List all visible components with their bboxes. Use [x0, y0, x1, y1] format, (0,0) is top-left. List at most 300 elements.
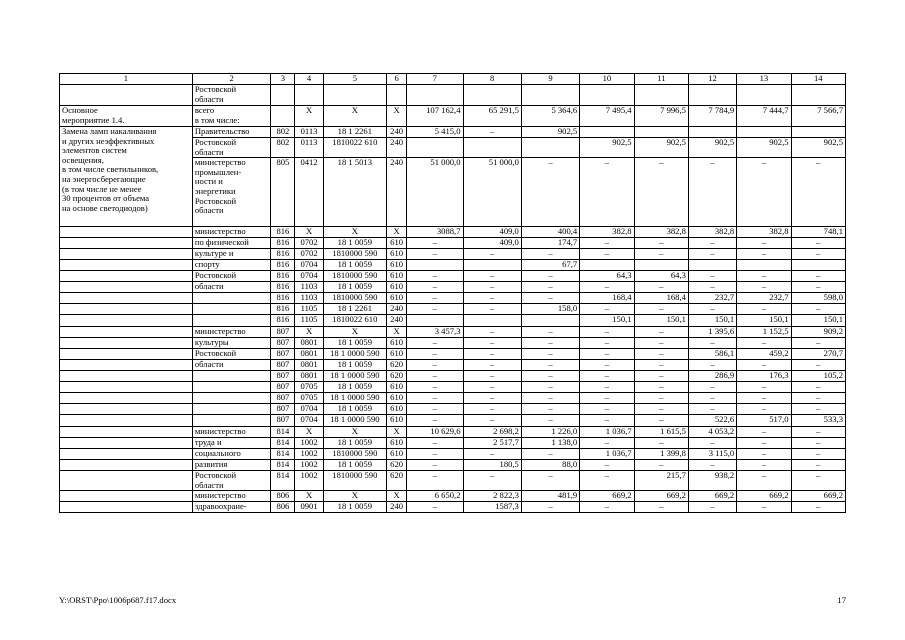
section-code: 0702	[295, 238, 323, 249]
grbs-code: 807	[271, 382, 295, 393]
amount-cell: –	[580, 349, 634, 360]
amount-cell: –	[407, 238, 463, 249]
expense-type: Х	[387, 427, 407, 438]
executor-cell: развития	[192, 460, 270, 471]
executor-cell	[192, 415, 270, 427]
amount-cell: –	[688, 360, 736, 371]
amount-cell	[688, 85, 736, 106]
expense-type: 620	[387, 460, 407, 471]
column-number: 11	[634, 74, 688, 85]
activity-cell	[60, 338, 193, 349]
expense-type	[387, 85, 407, 106]
expense-type: 620	[387, 360, 407, 371]
amount-cell: 481,9	[521, 491, 579, 502]
activity-cell	[60, 438, 193, 449]
amount-cell: –	[634, 282, 688, 293]
page-number: 17	[837, 595, 846, 605]
amount-cell: 168,4	[634, 293, 688, 304]
grbs-code: 802	[271, 138, 295, 158]
grbs-code: 806	[271, 491, 295, 502]
amount-cell: –	[737, 393, 791, 404]
amount-cell: –	[791, 471, 845, 491]
target-article: 18 1 0059	[323, 382, 386, 393]
amount-cell: –	[463, 293, 521, 304]
amount-cell: –	[737, 271, 791, 282]
amount-cell: 215,7	[634, 471, 688, 491]
amount-cell: –	[791, 249, 845, 260]
amount-cell	[634, 85, 688, 106]
amount-cell: 176,3	[737, 371, 791, 382]
amount-cell: –	[463, 282, 521, 293]
target-article: 1810022 610	[323, 315, 386, 327]
executor-cell: всего в том числе:	[192, 106, 270, 127]
executor-cell	[192, 371, 270, 382]
section-code: 1105	[295, 304, 323, 315]
amount-cell: 669,2	[634, 491, 688, 502]
expense-type: 620	[387, 371, 407, 382]
grbs-code: 816	[271, 304, 295, 315]
amount-cell: –	[580, 438, 634, 449]
amount-cell: –	[688, 393, 736, 404]
amount-cell: –	[580, 282, 634, 293]
amount-cell	[791, 127, 845, 138]
table-row	[60, 449, 846, 460]
target-article: 18 1 0000 590	[323, 415, 386, 427]
target-article	[323, 85, 386, 106]
target-article: 18 1 0059	[323, 260, 386, 271]
activity-cell	[60, 393, 193, 404]
section-code: Х	[295, 427, 323, 438]
amount-cell: –	[407, 282, 463, 293]
amount-cell: 1 152,5	[737, 327, 791, 338]
executor-cell: социального	[192, 449, 270, 460]
section-code: 1002	[295, 438, 323, 449]
column-number: 5	[323, 74, 386, 85]
amount-cell: 232,7	[688, 293, 736, 304]
grbs-code: 816	[271, 249, 295, 260]
amount-cell: 409,0	[463, 238, 521, 249]
table-row	[60, 349, 846, 360]
amount-cell: –	[407, 338, 463, 349]
executor-cell: министерство	[192, 427, 270, 438]
grbs-code: 807	[271, 404, 295, 415]
expense-type: 610	[387, 293, 407, 304]
activity-cell	[60, 304, 193, 315]
amount-cell: 938,2	[688, 471, 736, 491]
expense-type: 240	[387, 502, 407, 513]
amount-cell: –	[688, 502, 736, 513]
target-article: 18 1 0059	[323, 338, 386, 349]
target-article: Х	[323, 227, 386, 238]
section-code: 0801	[295, 371, 323, 382]
grbs-code: 807	[271, 338, 295, 349]
amount-cell: 1 036,7	[580, 449, 634, 460]
activity-cell	[60, 460, 193, 471]
target-article: 18 1 0059	[323, 282, 386, 293]
grbs-code: 807	[271, 415, 295, 427]
amount-cell: –	[737, 449, 791, 460]
amount-cell: –	[407, 502, 463, 513]
amount-cell: –	[521, 449, 579, 460]
amount-cell: –	[737, 238, 791, 249]
grbs-code: 802	[271, 127, 295, 138]
amount-cell: 7 566,7	[791, 106, 845, 127]
target-article: Х	[323, 327, 386, 338]
expense-type: 610	[387, 404, 407, 415]
activity-description	[60, 127, 193, 227]
amount-cell: –	[580, 415, 634, 427]
amount-cell: –	[737, 471, 791, 491]
amount-cell: –	[580, 360, 634, 371]
grbs-code: 816	[271, 271, 295, 282]
grbs-code: 807	[271, 393, 295, 404]
expense-type: Х	[387, 491, 407, 502]
executor-cell: культуры	[192, 338, 270, 349]
amount-cell: 902,5	[791, 138, 845, 158]
amount-cell: 286,9	[688, 371, 736, 382]
executor-cell: Ростовской	[192, 271, 270, 282]
amount-cell: –	[521, 360, 579, 371]
section-code: 1103	[295, 282, 323, 293]
amount-cell: –	[791, 460, 845, 471]
table-row	[60, 415, 846, 427]
amount-cell: –	[407, 471, 463, 491]
amount-cell: –	[737, 427, 791, 438]
column-number: 7	[407, 74, 463, 85]
amount-cell	[407, 138, 463, 158]
amount-cell: –	[580, 393, 634, 404]
section-code: Х	[295, 106, 323, 127]
amount-cell: –	[407, 415, 463, 427]
expense-type: 610	[387, 282, 407, 293]
section-code: 0704	[295, 404, 323, 415]
grbs-code: 814	[271, 471, 295, 491]
amount-cell: –	[521, 502, 579, 513]
grbs-code: 807	[271, 349, 295, 360]
amount-cell: 1587,3	[463, 502, 521, 513]
section-code: Х	[295, 491, 323, 502]
amount-cell: –	[407, 304, 463, 315]
file-path: Y:\ORST\Ppo\1006p687.f17.docx	[59, 595, 177, 605]
amount-cell: –	[521, 393, 579, 404]
amount-cell: –	[634, 349, 688, 360]
expense-type: 240	[387, 158, 407, 227]
grbs-code: 816	[271, 293, 295, 304]
section-code: 0702	[295, 249, 323, 260]
table-row	[60, 315, 846, 327]
amount-cell: 5 364,6	[521, 106, 579, 127]
amount-cell: 3088,7	[407, 227, 463, 238]
amount-cell: 150,1	[737, 315, 791, 327]
amount-cell	[463, 260, 521, 271]
amount-cell: –	[634, 158, 688, 227]
amount-cell: –	[688, 249, 736, 260]
amount-cell: –	[580, 371, 634, 382]
amount-cell: 64,3	[580, 271, 634, 282]
section-code: 0801	[295, 349, 323, 360]
grbs-code: 807	[271, 327, 295, 338]
amount-cell: –	[521, 338, 579, 349]
amount-cell: –	[737, 460, 791, 471]
target-article: 18 1 0059	[323, 460, 386, 471]
activity-cell	[60, 371, 193, 382]
amount-cell: 7 495,4	[580, 106, 634, 127]
amount-cell: 522,6	[688, 415, 736, 427]
amount-cell: 150,1	[580, 315, 634, 327]
amount-cell	[688, 127, 736, 138]
amount-cell: –	[463, 338, 521, 349]
amount-cell	[463, 315, 521, 327]
amount-cell: –	[737, 158, 791, 227]
amount-cell: 517,0	[737, 415, 791, 427]
amount-cell: –	[407, 271, 463, 282]
amount-cell: 105,2	[791, 371, 845, 382]
amount-cell: –	[634, 304, 688, 315]
amount-cell	[737, 260, 791, 271]
target-article: Х	[323, 491, 386, 502]
expense-type: Х	[387, 106, 407, 127]
amount-cell: 669,2	[688, 491, 736, 502]
grbs-code: 806	[271, 502, 295, 513]
amount-cell: –	[407, 293, 463, 304]
executor-cell: Ростовской области	[192, 85, 270, 106]
target-article: 1810000 590	[323, 249, 386, 260]
amount-cell	[791, 260, 845, 271]
activity-cell	[60, 415, 193, 427]
amount-cell: –	[580, 304, 634, 315]
amount-cell: –	[580, 338, 634, 349]
expense-type: 610	[387, 382, 407, 393]
executor-cell: министерство	[192, 327, 270, 338]
expense-type: 610	[387, 260, 407, 271]
amount-cell: –	[521, 327, 579, 338]
amount-cell: –	[463, 449, 521, 460]
section-code: 0705	[295, 382, 323, 393]
grbs-code: 816	[271, 260, 295, 271]
amount-cell: –	[407, 438, 463, 449]
executor-cell: труда и	[192, 438, 270, 449]
section-code: 1103	[295, 293, 323, 304]
amount-cell: –	[791, 238, 845, 249]
amount-cell: –	[463, 471, 521, 491]
amount-cell: 669,2	[791, 491, 845, 502]
amount-cell: 2 517,7	[463, 438, 521, 449]
table-row	[60, 327, 846, 338]
amount-cell: –	[580, 249, 634, 260]
amount-cell: –	[580, 382, 634, 393]
amount-cell: 64,3	[634, 271, 688, 282]
amount-cell: –	[463, 404, 521, 415]
amount-cell: –	[463, 349, 521, 360]
column-number: 3	[271, 74, 295, 85]
section-code: 0113	[295, 127, 323, 138]
amount-cell: –	[407, 382, 463, 393]
section-code: 1002	[295, 471, 323, 491]
amount-cell: –	[688, 338, 736, 349]
target-article: 1810000 590	[323, 471, 386, 491]
amount-cell: –	[688, 271, 736, 282]
amount-cell: 88,0	[521, 460, 579, 471]
section-code	[295, 85, 323, 106]
activity-cell	[60, 282, 193, 293]
grbs-code: 807	[271, 371, 295, 382]
amount-cell: –	[791, 393, 845, 404]
table-row	[60, 460, 846, 471]
amount-cell: –	[634, 460, 688, 471]
amount-cell: 669,2	[580, 491, 634, 502]
activity-cell	[60, 271, 193, 282]
target-article: 18 1 0000 590	[323, 349, 386, 360]
section-code: 0901	[295, 502, 323, 513]
activity-cell	[60, 293, 193, 304]
amount-cell: 382,8	[580, 227, 634, 238]
amount-cell	[463, 138, 521, 158]
target-article: 18 1 2261	[323, 304, 386, 315]
target-article: 18 1 0000 590	[323, 371, 386, 382]
amount-cell: –	[634, 438, 688, 449]
amount-cell: –	[791, 449, 845, 460]
amount-cell: –	[521, 282, 579, 293]
amount-cell: 174,7	[521, 238, 579, 249]
table-row	[60, 404, 846, 415]
target-article: 1810022 610	[323, 138, 386, 158]
amount-cell: –	[634, 338, 688, 349]
amount-cell: –	[688, 238, 736, 249]
amount-cell: –	[463, 415, 521, 427]
amount-cell: 150,1	[688, 315, 736, 327]
amount-cell: 6 650,2	[407, 491, 463, 502]
target-article: 18 1 0059	[323, 438, 386, 449]
amount-cell: 67,7	[521, 260, 579, 271]
amount-cell: 270,7	[791, 349, 845, 360]
amount-cell: 7 996,5	[634, 106, 688, 127]
amount-cell: –	[463, 371, 521, 382]
executor-cell: Ростовской	[192, 349, 270, 360]
amount-cell: 909,2	[791, 327, 845, 338]
budget-table	[59, 73, 846, 513]
amount-cell: –	[791, 404, 845, 415]
grbs-code: 816	[271, 238, 295, 249]
target-article: 18 1 0059	[323, 238, 386, 249]
amount-cell: 7 444,7	[737, 106, 791, 127]
activity-cell	[60, 260, 193, 271]
section-code: 1002	[295, 460, 323, 471]
amount-cell: –	[407, 460, 463, 471]
amount-cell: –	[688, 282, 736, 293]
table-row	[60, 382, 846, 393]
amount-cell: –	[634, 238, 688, 249]
executor-cell: министерство	[192, 227, 270, 238]
amount-cell	[407, 260, 463, 271]
expense-type: 240	[387, 127, 407, 138]
amount-cell: –	[634, 404, 688, 415]
expense-type: Х	[387, 227, 407, 238]
amount-cell: –	[407, 449, 463, 460]
column-number-row	[60, 74, 846, 85]
amount-cell: 748,1	[791, 227, 845, 238]
amount-cell: 51 000,0	[407, 158, 463, 227]
amount-cell: 902,5	[580, 138, 634, 158]
executor-cell: культуре и	[192, 249, 270, 260]
amount-cell	[634, 260, 688, 271]
grbs-code: 816	[271, 227, 295, 238]
activity-cell	[60, 85, 193, 106]
activity-cell	[60, 382, 193, 393]
amount-cell	[580, 85, 634, 106]
amount-cell	[737, 85, 791, 106]
amount-cell: 158,0	[521, 304, 579, 315]
executor-cell	[192, 404, 270, 415]
amount-cell: 5 415,0	[407, 127, 463, 138]
amount-cell: 400,4	[521, 227, 579, 238]
executor-cell	[192, 315, 270, 327]
amount-cell: –	[634, 360, 688, 371]
column-number: 14	[791, 74, 845, 85]
executor-cell: министерство	[192, 491, 270, 502]
amount-cell: –	[463, 127, 521, 138]
target-article: 18 1 5013	[323, 158, 386, 227]
executor-cell: спорту	[192, 260, 270, 271]
activity-cell	[60, 315, 193, 327]
table-row	[60, 360, 846, 371]
column-number: 10	[580, 74, 634, 85]
amount-cell: –	[580, 471, 634, 491]
section-code: 0113	[295, 138, 323, 158]
grbs-code: 814	[271, 438, 295, 449]
amount-cell: –	[463, 382, 521, 393]
amount-cell: –	[580, 158, 634, 227]
amount-cell: –	[463, 249, 521, 260]
table-row	[60, 427, 846, 438]
expense-type: 620	[387, 471, 407, 491]
executor-cell	[192, 293, 270, 304]
amount-cell: 902,5	[634, 138, 688, 158]
amount-cell	[407, 315, 463, 327]
table-row	[60, 491, 846, 502]
grbs-code	[271, 85, 295, 106]
amount-cell: –	[737, 338, 791, 349]
executor-cell	[192, 382, 270, 393]
amount-cell: –	[407, 349, 463, 360]
activity-cell	[60, 449, 193, 460]
amount-cell: 1 615,5	[634, 427, 688, 438]
grbs-code	[271, 106, 295, 127]
amount-cell: –	[737, 304, 791, 315]
amount-cell: –	[737, 249, 791, 260]
activity-cell	[60, 327, 193, 338]
target-article: 1810000 590	[323, 271, 386, 282]
column-number: 6	[387, 74, 407, 85]
expense-type: 240	[387, 315, 407, 327]
section-code: 0801	[295, 360, 323, 371]
section-code: 0412	[295, 158, 323, 227]
amount-cell: –	[407, 360, 463, 371]
amount-cell: –	[737, 438, 791, 449]
amount-cell: –	[688, 404, 736, 415]
amount-cell: –	[737, 282, 791, 293]
amount-cell: 669,2	[737, 491, 791, 502]
target-article: Х	[323, 106, 386, 127]
amount-cell	[688, 260, 736, 271]
amount-cell	[580, 127, 634, 138]
amount-cell: 180,5	[463, 460, 521, 471]
amount-cell: –	[634, 502, 688, 513]
section-code: 0704	[295, 415, 323, 427]
amount-cell: –	[580, 327, 634, 338]
column-number: 9	[521, 74, 579, 85]
amount-cell: –	[791, 304, 845, 315]
amount-cell: 150,1	[634, 315, 688, 327]
